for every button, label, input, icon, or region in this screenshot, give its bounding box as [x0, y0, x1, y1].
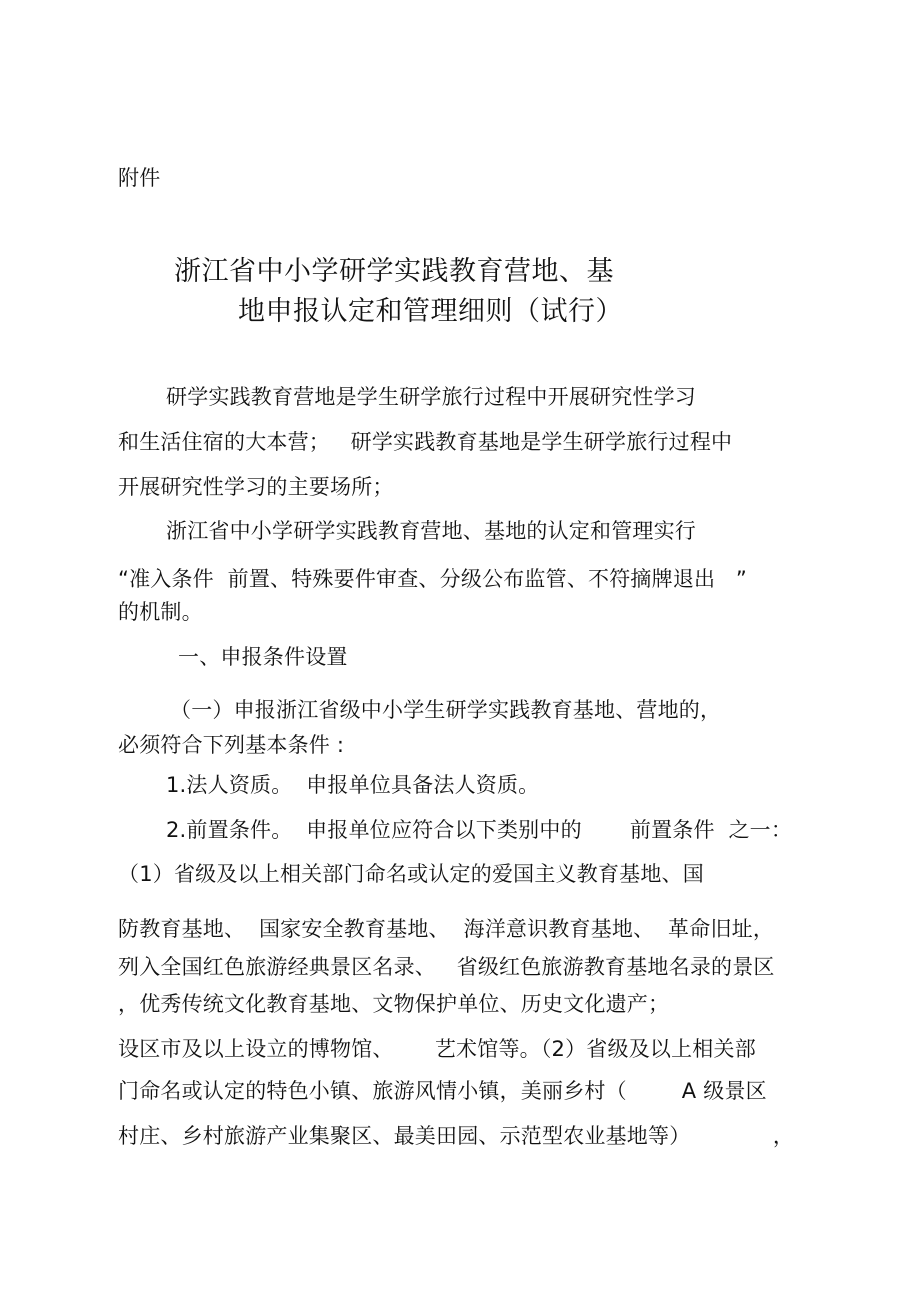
- body-line: 浙江省中小学研学实践教育营地、基地的认定和管理实行: [166, 519, 696, 543]
- document-title-line-1: 浙江省中小学研学实践教育营地、基: [174, 256, 614, 287]
- body-line: 2.前置条件。 申报单位应符合以下类别中的 前置条件 之一：: [166, 818, 793, 842]
- body-line: 1.法人资质。 申报单位具备法人资质。: [166, 773, 540, 797]
- body-line: 设区市及以上设立的博物馆、 艺术馆等。（2）省级及以上相关部: [118, 1037, 756, 1061]
- body-line: ，优秀传统文化教育基地、文物保护单位、历史文化遗产；: [118, 992, 670, 1016]
- body-line: 门命名或认定的特色小镇、旅游风情小镇，美丽乡村（ A 级景区: [118, 1079, 767, 1103]
- body-line: 开展研究性学习的主要场所；: [118, 475, 394, 499]
- document-title-line-2: 地申报认定和管理细则（试行）: [238, 296, 623, 327]
- body-line: 列入全国红色旅游经典景区名录、 省级红色旅游教育基地名录的景区: [118, 955, 775, 979]
- body-line: 村庄、乡村旅游产业集聚区、最美田园、示范型农业基地等） ，: [118, 1124, 795, 1148]
- body-line: （一）申报浙江省级中小学生研学实践教育基地、营地的，: [170, 698, 722, 722]
- body-line: 防教育基地、 国家安全教育基地、 海洋意识教育基地、 革命旧址，: [118, 917, 775, 941]
- attachment-label: 附件: [118, 166, 161, 190]
- body-line: “准入条件 前置、特殊要件审查、分级公布监管、不符摘牌退出 ”: [118, 567, 747, 591]
- section-heading: 一、申报条件设置: [178, 645, 348, 669]
- body-line: 研学实践教育营地是学生研学旅行过程中开展研究性学习: [166, 385, 696, 409]
- body-line: （1）省级及以上相关部门命名或认定的爱国主义教育基地、国: [118, 862, 704, 886]
- body-line: 和生活住宿的大本营； 研学实践教育基地是学生研学旅行过程中: [118, 430, 733, 454]
- body-line: 的机制。: [118, 600, 203, 624]
- body-line: 必须符合下列基本条件 :: [118, 733, 345, 757]
